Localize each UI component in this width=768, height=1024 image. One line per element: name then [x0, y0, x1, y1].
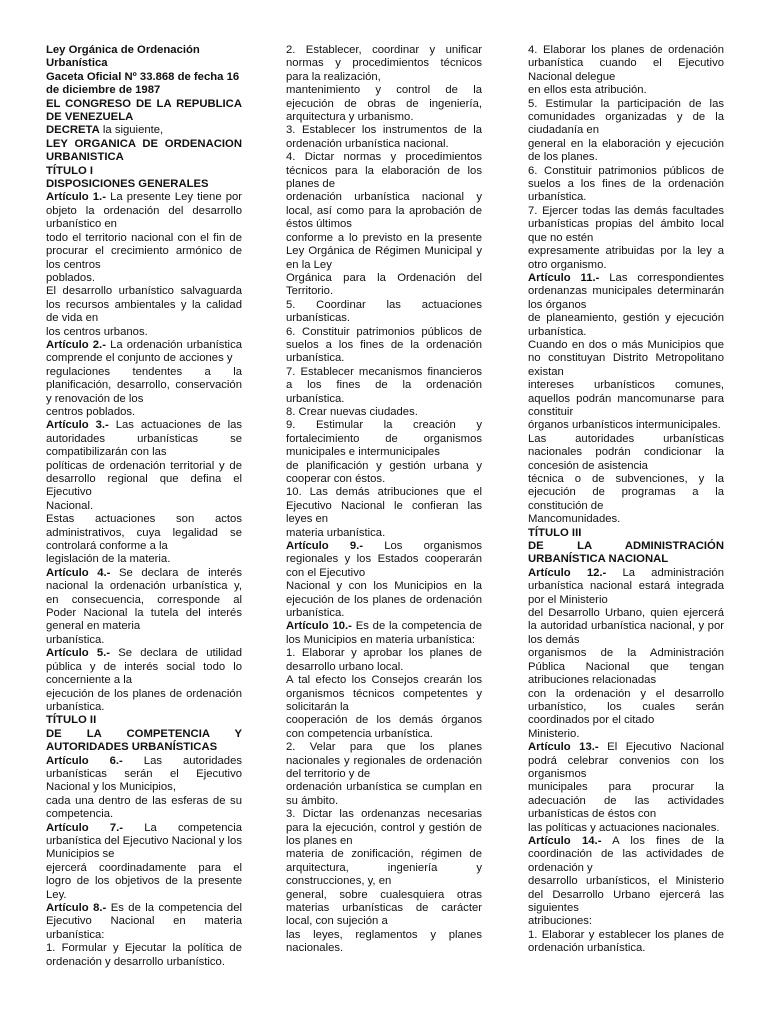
- line-text: 1. Formular y Ejecutar la política de ordenación y desarrollo urbanístico.: [46, 942, 242, 968]
- line-text: 8. Crear nuevas ciudades.: [286, 405, 418, 418]
- text-line: [286, 151, 482, 191]
- line-text: Se declara de interés nacional la ordenación urbanística y, en consecuencia, corresponde al Poder Nacional la tutela del interés general en materia: [46, 566, 242, 633]
- text-line: [528, 781, 724, 821]
- text-line: [528, 513, 724, 526]
- text-line: [46, 942, 242, 969]
- line-text: 4. Dictar normas y procedimientos técnicos para la elaboración de los planes de: [286, 151, 482, 191]
- text-line: [286, 674, 482, 714]
- line-text: los centros urbanos.: [46, 325, 148, 338]
- text-line: [528, 688, 724, 728]
- text-line: [528, 728, 724, 741]
- text-line: [286, 460, 482, 487]
- line-text: Las actuaciones de las autoridades urbanísticas se compatibilizarán con las: [46, 419, 243, 459]
- article-start-line: [528, 835, 724, 875]
- heading-line: [46, 98, 242, 125]
- line-text: 3. Establecer los instrumentos de la ordenación urbanística nacional.: [286, 124, 482, 150]
- text-line: [286, 366, 482, 406]
- line-text: técnica o de subvenciones, y la ejecución de programas a la constitución de: [528, 473, 724, 512]
- text-line: [528, 419, 724, 432]
- text-column-3: [528, 44, 724, 956]
- article-label: Artículo 4.-: [46, 566, 111, 579]
- line-text: Es de la competencia de los Municipios en materia urbanística:: [286, 620, 482, 646]
- line-text: organismos de la Administración Pública Nacional que tengan atribuciones relacionadas: [528, 647, 724, 687]
- line-text: El desarrollo urbanístico salvaguarda los recursos ambientales y la calidad de vida en: [46, 285, 242, 325]
- article-start-line: [46, 755, 242, 795]
- text-line: [286, 124, 482, 151]
- line-text: cooperación de los demás órganos con competencia urbanística.: [286, 714, 482, 740]
- heading-line: [46, 728, 242, 741]
- text-line: [528, 929, 724, 956]
- heading-line: [528, 527, 724, 540]
- line-text: de planificación y gestión urbana y cooperar con éstos.: [286, 459, 482, 485]
- heading-line: [46, 71, 242, 84]
- article-start-line: [46, 902, 242, 942]
- text-line: [286, 84, 482, 124]
- line-text: Mancomunidades.: [528, 513, 621, 526]
- line-text: A los fines de la coordinación de las actividades de ordenación y: [528, 834, 724, 874]
- article-start-line: [46, 567, 242, 634]
- line-text: 1. Elaborar y aprobar los planes de desarrollo urbano local.: [286, 647, 482, 673]
- article-label: Artículo 14.-: [528, 834, 602, 847]
- text-line: [46, 688, 242, 715]
- line-text: las leyes, reglamentos y planes nacionales.: [286, 928, 482, 955]
- line-text: desarrollo urbanísticos, el Ministerio del Desarrollo Urbano ejercerá las siguientes: [528, 875, 724, 914]
- text-line: [286, 889, 482, 929]
- line-text: intereses urbanísticos comunes, aquellos podrán mancomunarse para constituir: [528, 379, 724, 418]
- line-text: La competencia urbanística del Ejecutivo Nacional y los Municipios se: [46, 821, 242, 861]
- line-text: TÍTULO I: [46, 164, 94, 177]
- text-line: [286, 714, 482, 741]
- line-text: La presente Ley tiene por objeto la ordenación del desarrollo urbanístico en: [46, 191, 243, 231]
- article-start-line: [46, 419, 242, 459]
- article-start-line: [528, 567, 724, 607]
- article-label: Artículo 10.-: [286, 620, 352, 633]
- text-line: [528, 875, 724, 915]
- text-line: [286, 419, 482, 459]
- text-line: [528, 379, 724, 419]
- text-line: [528, 433, 724, 473]
- line-text: 2. Velar para que los planes nacionales y regionales de ordenación del territorio y de: [286, 741, 482, 780]
- text-line: [528, 473, 724, 513]
- line-text: 7. Establecer mecanismos financieros a los fines de la ordenación urbanística.: [286, 365, 482, 405]
- article-label: Artículo 13.-: [528, 741, 599, 754]
- line-text: poblados.: [46, 271, 95, 284]
- line-text: La ordenación urbanística comprende el conjunto de acciones y: [46, 338, 243, 365]
- line-text: ejercerá coordinadamente para el logro de los objetivos de la presente Ley.: [46, 861, 242, 901]
- text-line: [286, 848, 482, 888]
- article-start-line: [528, 741, 724, 781]
- line-text: DE LA ADMINISTRACIÓN: [528, 540, 724, 553]
- text-line: [528, 165, 724, 205]
- article-start-line: [46, 647, 242, 687]
- text-line: [286, 929, 482, 956]
- text-line: [286, 44, 482, 84]
- article-label: Artículo 6.-: [46, 754, 123, 767]
- line-text: DE LA COMPETENCIA Y: [46, 727, 242, 740]
- text-line: [46, 326, 242, 339]
- article-label: Artículo 7.-: [46, 821, 124, 834]
- line-text: expresamente atribuidas por la ley a otro organismo.: [528, 245, 724, 271]
- text-line: [528, 245, 724, 272]
- text-line: [528, 312, 724, 339]
- text-line: [286, 406, 482, 419]
- line-text: Nacional y con los Municipios en la ejecución de los planes de ordenación urbanística.: [286, 580, 482, 620]
- article-label: Artículo 2.-: [46, 338, 106, 351]
- line-text: Gaceta Oficial Nº 33.868 de fecha 16: [46, 70, 240, 83]
- article-label: Artículo 3.-: [46, 419, 109, 432]
- text-line: [528, 84, 724, 97]
- text-line: [286, 741, 482, 781]
- text-line: [46, 513, 242, 553]
- line-text: conforme a lo previsto en la presente Ley Orgánica de Régimen Municipal y en la Ley: [286, 231, 482, 271]
- article-label: Artículo 8.-: [46, 902, 107, 914]
- text-line: [286, 299, 482, 326]
- text-line: [46, 862, 242, 902]
- text-line: [286, 191, 482, 231]
- line-text: atribuciones:: [528, 915, 593, 928]
- line-text: Cuando en dos o más Municipios que no constituyan Distrito Metropolitano existan: [528, 338, 724, 378]
- line-text: 3. Dictar las ordenanzas necesarias para la ejecución, control y gestión de los planes en: [286, 808, 482, 847]
- line-text: mantenimiento y control de la ejecución de obras de ingeniería, arquitectura y urbanismo.: [286, 84, 482, 124]
- article-label: Artículo 11.-: [528, 271, 600, 284]
- text-line: [46, 795, 242, 822]
- heading-line: [46, 84, 242, 97]
- line-text: todo el territorio nacional con el fin de procurar el crecimiento armónico de los centros: [46, 231, 242, 271]
- text-line: [286, 232, 482, 272]
- line-text: EL CONGRESO DE LA REPUBLICA DE VENEZUELA: [46, 97, 242, 124]
- heading-line: [46, 165, 242, 178]
- line-text: Se declara de utilidad pública y de interés social todo lo concerniente a la: [46, 647, 243, 687]
- line-text: municipales para procurar la adecuación de las actividades urbanísticas de éstos con: [528, 781, 724, 821]
- heading-line: [528, 540, 724, 553]
- text-line: [286, 647, 482, 674]
- line-text: regulaciones tendentes a la planificación, desarrollo, conservación y renovación de los: [46, 365, 242, 405]
- line-text: Las autoridades urbanísticas serán el Ejecutivo Nacional y los Municipios,: [46, 754, 243, 794]
- line-text: Orgánica para la Ordenación del Territorio.: [286, 271, 482, 298]
- line-text: Los organismos regionales y los Estados cooperarán con el Ejecutivo: [286, 540, 483, 579]
- line-text: del Desarrollo Urbano, quien ejercerá la autoridad urbanística nacional, y por los demás: [528, 607, 724, 646]
- line-text: 10. Las demás atribuciones que el Ejecutivo Nacional le confieran las leyes en: [286, 486, 482, 526]
- line-text: general, sobre cualesquiera otras materias urbanísticas de carácter local, con sujeción a: [286, 888, 482, 928]
- article-start-line: [46, 822, 242, 862]
- line-text: Las correspondientes ordenanzas municipales determinarán los órganos: [528, 271, 725, 311]
- article-label: DECRETA: [46, 124, 100, 137]
- heading-line: [46, 714, 242, 727]
- article-label: Artículo 12.-: [528, 566, 607, 579]
- text-line: [46, 553, 242, 566]
- text-line: [286, 486, 482, 526]
- line-text: la siguiente,: [102, 124, 164, 137]
- heading-line: [46, 178, 242, 191]
- line-text: ordenación urbanística se cumplan en su ámbito.: [286, 781, 482, 807]
- line-text: políticas de ordenación territorial y de desarrollo regional que defina el Ejecutivo: [46, 459, 242, 499]
- line-text: 6. Constituir patrimonios públicos de suelos a los fines de la ordenación urbanística.: [528, 164, 724, 204]
- text-line: [46, 285, 242, 325]
- text-line: [46, 634, 242, 647]
- line-text: 5. Estimular la participación de las comunidades organizadas y de la ciudadanía en: [528, 97, 724, 137]
- heading-line: [46, 57, 242, 70]
- text-line: [46, 500, 242, 513]
- line-text: Nacional.: [46, 499, 94, 512]
- line-text: El Ejecutivo Nacional podrá celebrar convenios con los organismos: [528, 741, 724, 780]
- line-text: Las autoridades urbanísticas nacionales podrán condicionar la concesión de asistencia: [528, 432, 724, 472]
- heading-line: [528, 553, 724, 566]
- text-line: [286, 781, 482, 808]
- text-line: [46, 460, 242, 500]
- text-line: [286, 272, 482, 299]
- line-text: Estas actuaciones son actos administrativos, cuya legalidad se controlará conforme a la: [46, 513, 242, 553]
- line-text: TÍTULO III: [528, 526, 582, 539]
- line-text: 7. Ejercer todas las demás facultades urbanísticas propias del ámbito local que no estén: [528, 204, 724, 244]
- line-text: legislación de la materia.: [46, 553, 171, 566]
- text-line: [286, 326, 482, 366]
- line-text: A tal efecto los Consejos crearán los organismos técnicos competentes y solicitarán la: [286, 674, 482, 713]
- line-text: La administración urbanística nacional estará integrada por el Ministerio: [528, 566, 724, 606]
- line-text: AUTORIDADES URBANÍSTICAS: [46, 741, 218, 754]
- text-line: [528, 339, 724, 379]
- text-line: [286, 808, 482, 848]
- line-text: 9. Estimular la creación y fortalecimiento de organismos municipales e intermunicipales: [286, 419, 482, 459]
- line-text: ejecución de los planes de ordenación urbanística.: [46, 687, 242, 713]
- article-start-line: [528, 272, 724, 312]
- heading-line: [46, 138, 242, 165]
- line-text: ordenación urbanística nacional y local, así como para la aprobación de éstos últimos: [286, 191, 482, 231]
- text-line: [528, 915, 724, 928]
- text-line: [528, 205, 724, 245]
- article-start-line: [46, 124, 242, 137]
- line-text: de planeamiento, gestión y ejecución urbanística.: [528, 312, 724, 338]
- line-text: cada una dentro de las esferas de su competencia.: [46, 794, 242, 821]
- article-label: Artículo 5.-: [46, 647, 111, 660]
- line-text: Ministerio.: [528, 727, 580, 740]
- line-text: con la ordenación y el desarrollo urbanístico, los cuales serán coordinados por el citado: [528, 687, 724, 727]
- line-text: LEY ORGANICA DE ORDENACION URBANISTICA: [46, 137, 242, 164]
- text-line: [46, 366, 242, 406]
- line-text: órganos urbanísticos intermunicipales.: [528, 419, 721, 432]
- line-text: las políticas y actuaciones nacionales.: [528, 821, 720, 834]
- text-column-1: [46, 44, 242, 969]
- text-line: [46, 406, 242, 419]
- line-text: 6. Constituir patrimonios públicos de suelos a los fines de la ordenación urbanística.: [286, 325, 482, 365]
- line-text: en ellos esta atribución.: [528, 84, 647, 97]
- line-text: URBANÍSTICA NACIONAL: [528, 553, 669, 566]
- text-line: [528, 98, 724, 138]
- line-text: general en la elaboración y ejecución de los planes.: [528, 137, 724, 164]
- line-text: Urbanística: [46, 57, 108, 70]
- line-text: DISPOSICIONES GENERALES: [46, 178, 209, 191]
- line-text: Es de la competencia del Ejecutivo Nacional en materia urbanística:: [46, 902, 243, 941]
- line-text: 5. Coordinar las actuaciones urbanísticas.: [286, 298, 482, 325]
- text-line: [528, 822, 724, 835]
- heading-line: [46, 741, 242, 754]
- heading-line: [46, 44, 242, 57]
- article-start-line: [46, 339, 242, 366]
- line-text: materia de zonificación, régimen de arquitectura, ingeniería y construcciones, y, en: [286, 848, 482, 888]
- line-text: TÍTULO II: [46, 714, 97, 727]
- text-line: [528, 607, 724, 647]
- line-text: urbanística.: [46, 633, 105, 646]
- line-text: 1. Elaborar y establecer los planes de ordenación urbanística.: [528, 928, 724, 955]
- text-line: [528, 138, 724, 165]
- text-column-2: [286, 44, 482, 956]
- article-start-line: [46, 191, 242, 231]
- article-label: Artículo 1.-: [46, 191, 106, 204]
- text-line: [286, 580, 482, 620]
- line-text: centros poblados.: [46, 405, 136, 418]
- article-start-line: [286, 540, 482, 580]
- article-label: Artículo 9.-: [286, 540, 364, 553]
- text-line: [46, 272, 242, 285]
- line-text: 2. Establecer, coordinar y unificar normas y procedimientos técnicos para la realización,: [286, 44, 482, 83]
- line-text: Ley Orgánica de Ordenación: [46, 44, 200, 56]
- text-line: [286, 527, 482, 540]
- text-line: [528, 647, 724, 687]
- text-line: [46, 232, 242, 272]
- article-start-line: [286, 620, 482, 647]
- line-text: materia urbanística.: [286, 526, 386, 539]
- line-text: 4. Elaborar los planes de ordenación urbanística cuando el Ejecutivo Nacional delegue: [528, 44, 724, 83]
- line-text: de diciembre de 1987: [46, 84, 161, 97]
- text-line: [528, 44, 724, 84]
